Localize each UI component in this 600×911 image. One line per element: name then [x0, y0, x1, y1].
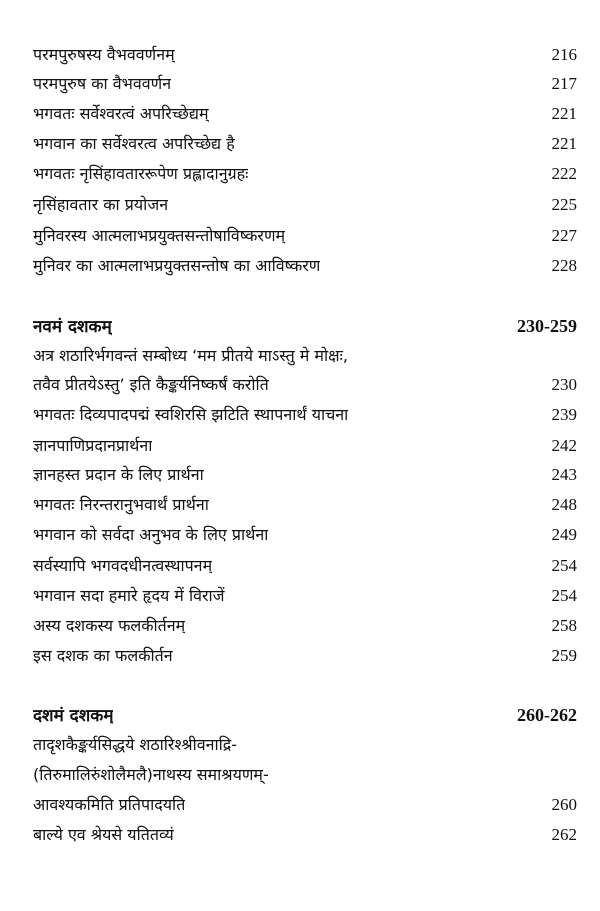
- toc-entry: [33, 645, 577, 667]
- entry-title: अस्य दशकस्य फलकीर्तनम्: [33, 616, 186, 635]
- entry-title: भगवान का सर्वेश्वरत्व अपरिच्छेद्य है: [33, 134, 235, 153]
- entry-page: 216: [551, 45, 577, 64]
- entry-title-line: अत्र शठारिर्भगवन्तं सम्बोध्य ‘मम प्रीतये माऽस्तु मे मोक्षः,: [33, 346, 348, 365]
- section-title: नवमं दशकम्: [33, 317, 112, 337]
- section-heading: [33, 315, 577, 338]
- entry-title: मुनिवर का आत्मलाभप्रयुक्तसन्तोष का आविष्करण: [33, 256, 321, 275]
- toc-entry: [33, 404, 577, 426]
- entry-title: आवश्यकमिति प्रतिपादयति: [33, 795, 186, 814]
- entry-title: भगवतः नृसिंहावताररूपेण प्रह्लादानुग्रहः: [33, 164, 249, 183]
- entry-page: 222: [551, 164, 577, 183]
- entry-title: मुनिवरस्य आत्मलाभप्रयुक्तसन्तोषाविष्करणम्: [33, 226, 286, 245]
- entry-title-line: (तिरुमालिरुंशोलैमलै)नाथस्य समाश्रयणम्-: [33, 765, 269, 784]
- entry-title: नृसिंहावतार का प्रयोजन: [33, 195, 169, 214]
- entry-title: सर्वस्यापि भगवदधीनत्वस्थापनम्: [33, 556, 213, 575]
- section-heading: [33, 704, 577, 727]
- entry-title: भगवान को सर्वदा अनुभव के लिए प्रार्थना: [33, 525, 269, 544]
- toc-entry: [33, 464, 577, 486]
- toc-entry: [33, 163, 577, 185]
- toc-entry: [33, 225, 577, 247]
- entry-page: 254: [551, 586, 577, 605]
- entry-page: 254: [551, 556, 577, 575]
- toc-entry: [33, 133, 577, 155]
- toc-entry: [33, 615, 577, 637]
- entry-page: 221: [551, 134, 577, 153]
- toc-entry: [33, 103, 577, 125]
- entry-page: 239: [551, 405, 577, 424]
- entry-page: 258: [551, 616, 577, 635]
- toc-entry: [33, 824, 577, 846]
- toc-entry: [33, 494, 577, 516]
- entry-title-line: तादृशकैङ्कर्यसिद्धये शठारिश्श्रीवनाद्रि-: [33, 735, 238, 754]
- entry-title: ज्ञानपाणिप्रदानप्रार्थना: [33, 436, 153, 455]
- entry-title: ज्ञानहस्त प्रदान के लिए प्रार्थना: [33, 465, 204, 484]
- entry-page: 228: [551, 256, 577, 275]
- entry-page: 217: [551, 74, 577, 93]
- toc-entry: [33, 194, 577, 216]
- toc-entry: [33, 73, 577, 95]
- entry-title: भगवतः सर्वेश्वरत्वं अपरिच्छेद्यम्: [33, 104, 209, 123]
- section-page-range: 260-262: [517, 705, 577, 725]
- entry-title: बाल्ये एव श्रेयसे यतितव्यं: [33, 825, 174, 844]
- entry-page: 225: [551, 195, 577, 214]
- entry-page: 230: [551, 375, 577, 394]
- toc-entry: [33, 44, 577, 66]
- toc-entry: [33, 435, 577, 457]
- entry-page: 221: [551, 104, 577, 123]
- toc-entry: [33, 255, 577, 277]
- toc-entry: [33, 374, 577, 396]
- toc-entry: [33, 585, 577, 607]
- entry-page: 243: [551, 465, 577, 484]
- entry-page: 262: [551, 825, 577, 844]
- entry-title: भगवतः निरन्तरानुभवार्थं प्रार्थना: [33, 495, 209, 514]
- entry-page: 260: [551, 795, 577, 814]
- entry-title: तवैव प्रीतयेऽस्तु’ इति कैङ्कर्यनिष्कर्षं करोति: [33, 375, 269, 394]
- entry-title: इस दशक का फलकीर्तन: [33, 646, 173, 665]
- entry-title: भगवतः दिव्यपादपद्मं स्वशिरसि झटिति स्थापनार्थं याचना: [33, 405, 349, 424]
- entry-title: परमपुरुषस्य वैभववर्णनम्: [33, 45, 175, 64]
- toc-entry: [33, 794, 577, 816]
- entry-title: भगवान सदा हमारे हृदय में विराजें: [33, 586, 225, 605]
- toc-entry: [33, 524, 577, 546]
- entry-title: परमपुरुष का वैभववर्णन: [33, 74, 172, 93]
- toc-entry: [33, 555, 577, 577]
- entry-page: 249: [551, 525, 577, 544]
- entry-page: 259: [551, 646, 577, 665]
- entry-page: 248: [551, 495, 577, 514]
- section-page-range: 230-259: [517, 316, 577, 336]
- entry-page: 242: [551, 436, 577, 455]
- entry-page: 227: [551, 226, 577, 245]
- section-title: दशमं दशकम्: [33, 706, 114, 726]
